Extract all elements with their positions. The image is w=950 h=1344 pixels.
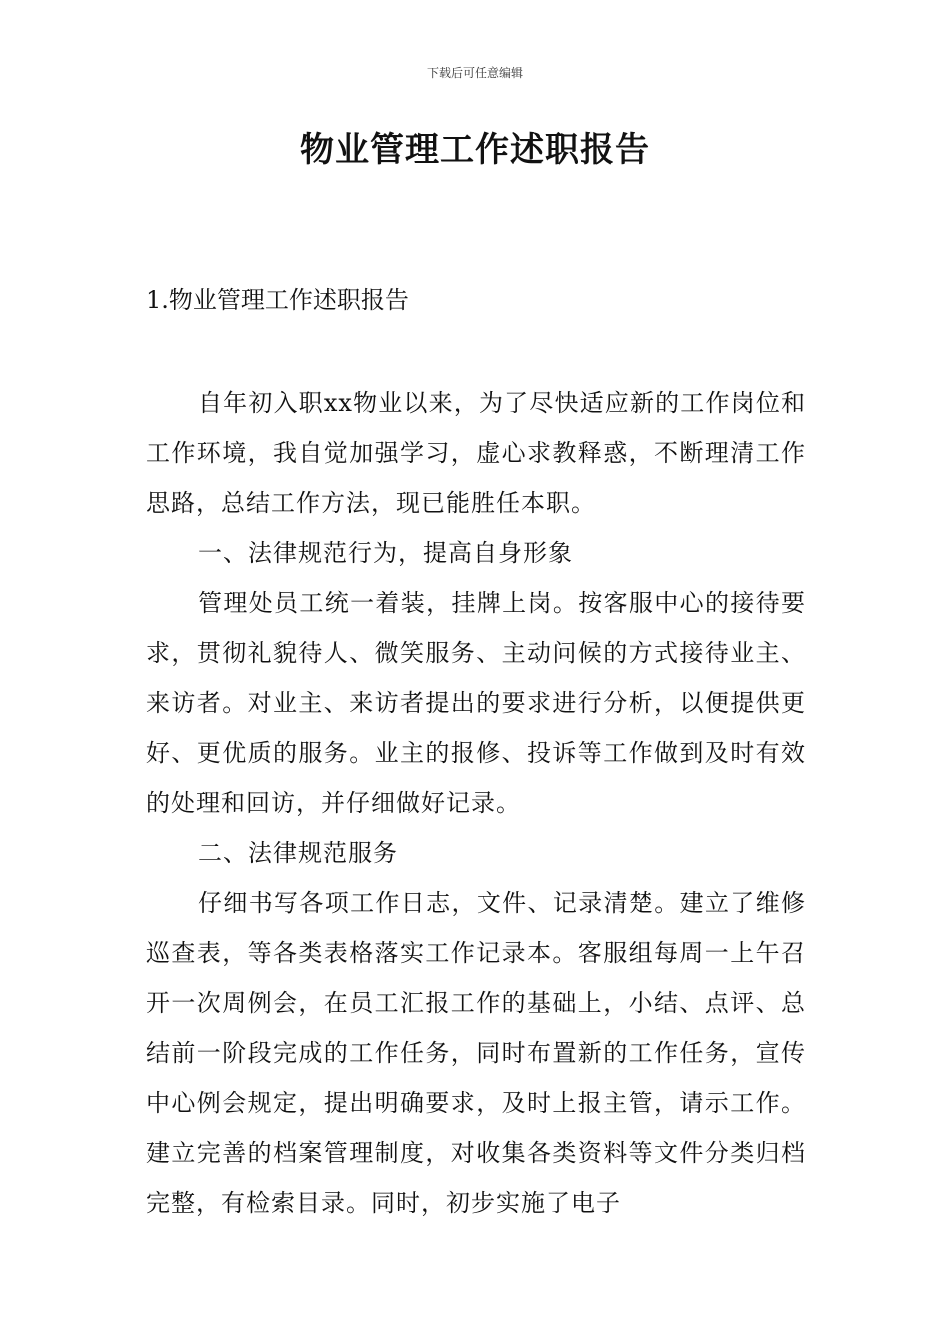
paragraph-subheading-1: 一、法律规范行为，提高自身形象 [198,539,573,567]
paragraph-intro: 自年初入职xx物业以来，为了尽快适应新的工作岗位和工作环境，我自觉加强学习，虚心求教释惑，不断理清工作思路，总结工作方法，现已能胜任本职。 [146,389,806,517]
document-body [146,378,806,1228]
paragraph-work-records: 仔细书写各项工作日志，文件、记录清楚。建立了维修巡查表，等各类表格落实工作记录本。客服组每周一上午召开一次周例会，在员工汇报工作的基础上，小结、点评、总结前一阶段完成的工作任务，同时布置新的工作任务，宣传中心例会规定，提出明确要求，及时上报主管，请示工作。建立完善的档案管理制度，对收集各类资料等文件分类归档完整，有检索目录。同时，初步实施了电子 [146,889,806,1217]
page-header-note: 下载后可任意编辑 [426,66,523,80]
paragraph-service-behavior: 管理处员工统一着装，挂牌上岗。按客服中心的接待要求，贯彻礼貌待人、微笑服务、主动问候的方式接待业主、来访者。对业主、来访者提出的要求进行分析，以便提供更好、更优质的服务。业主的报修、投诉等工作做到及时有效的处理和回访，并仔细做好记录。 [146,589,806,817]
paragraph-subheading-2: 二、法律规范服务 [198,839,398,867]
section-heading: 1.物业管理工作述职报告 [146,286,409,314]
document-title: 物业管理工作述职报告 [300,130,650,170]
